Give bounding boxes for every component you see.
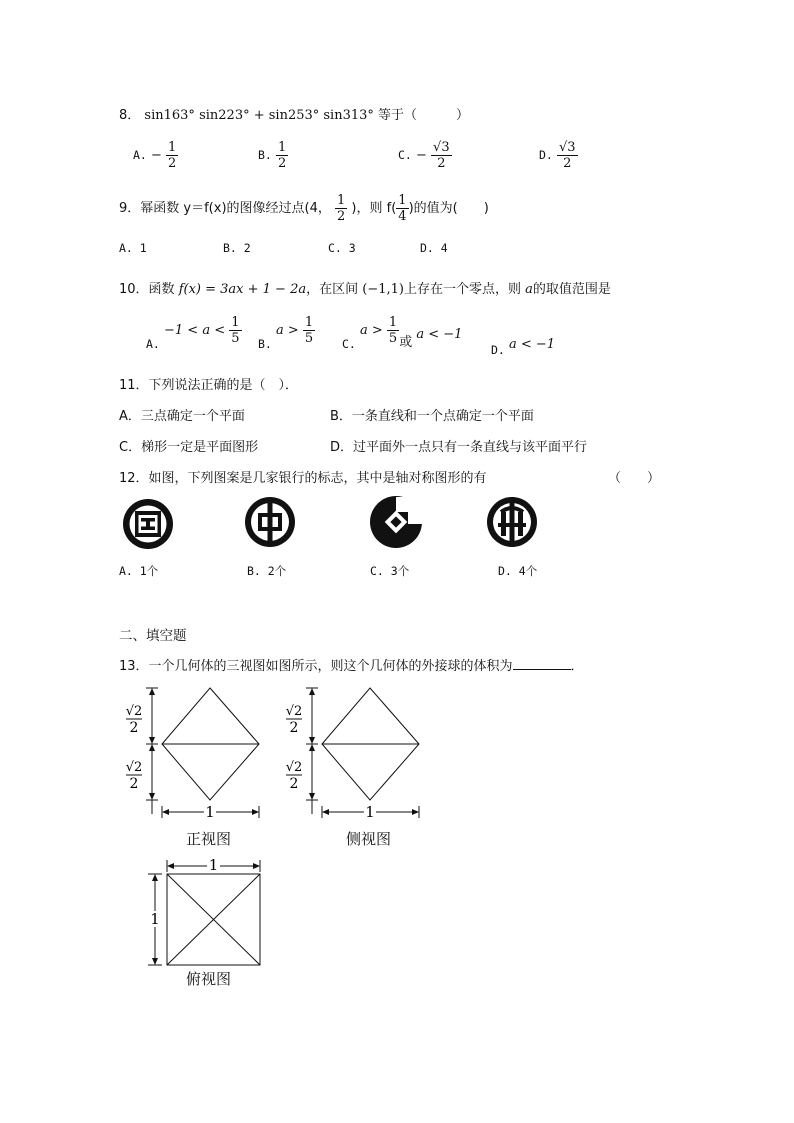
q10-option-c-fraction: $\frac{1}{5}$ bbox=[388, 315, 398, 346]
q10-option-b bbox=[258, 315, 315, 351]
q8-option-c bbox=[398, 140, 452, 171]
q10-option-c-tail: a < −1 bbox=[416, 327, 463, 342]
bank-logo-1-icon bbox=[120, 496, 176, 552]
q9-mid: )，则 f( bbox=[351, 201, 397, 216]
q11-option-b: B．一条直线和一个点确定一个平面 bbox=[330, 409, 534, 424]
top-view-dim-width: 1 bbox=[208, 856, 219, 874]
q10-stem bbox=[119, 278, 611, 297]
q8-option-a-sign: − bbox=[151, 148, 162, 163]
q10-text-2: ，在区间 bbox=[306, 282, 359, 297]
q10-option-c-or: 或 bbox=[399, 335, 413, 350]
q10-option-b-expr: a > bbox=[276, 323, 299, 338]
q8-option-a bbox=[133, 140, 178, 171]
q12-option-a: A. 1个 bbox=[119, 564, 159, 578]
q10-text-4: 的取值范围是 bbox=[532, 282, 611, 297]
q10-option-d bbox=[491, 337, 556, 357]
q8-option-a-label: A. bbox=[133, 148, 147, 162]
q9-option-b: B. 2 bbox=[223, 241, 251, 255]
q13-pre: 13．一个几何体的三视图如图所示，则这个几何体的外接球的体积为 bbox=[119, 659, 513, 674]
side-view-diagram bbox=[278, 684, 428, 824]
front-view-dim-bottom-den: 2 bbox=[129, 776, 139, 792]
q10-option-c bbox=[342, 315, 463, 351]
side-view-dim-top-den: 2 bbox=[289, 720, 299, 736]
bank-logo-2-icon bbox=[242, 494, 298, 550]
q8-option-b-label: B. bbox=[258, 148, 272, 162]
q10-option-a bbox=[146, 315, 242, 351]
q10-text-1: 函数 bbox=[148, 282, 175, 297]
q10-option-a-label: A. bbox=[146, 337, 160, 351]
q9-pre: 9．幂函数 y＝f(x)的图像经过点(4， bbox=[119, 201, 331, 216]
side-view-dim-bottom-den: 2 bbox=[289, 776, 299, 792]
q11-option-c: C．梯形一定是平面图形 bbox=[119, 440, 259, 455]
front-view-caption: 正视图 bbox=[186, 830, 232, 848]
top-view-caption: 俯视图 bbox=[186, 970, 232, 988]
bank-logo-4-icon bbox=[484, 494, 540, 550]
q12-option-c: C. 3个 bbox=[370, 564, 410, 578]
q10-option-b-fraction: $\frac{1}{5}$ bbox=[304, 315, 314, 346]
side-view-caption: 侧视图 bbox=[346, 830, 392, 848]
front-view-dim-bottom-num: √2 bbox=[125, 760, 143, 775]
q10-variable: a bbox=[525, 282, 533, 297]
q8-option-d-fraction: $\frac{√3}{2}$ bbox=[559, 140, 576, 171]
q10-option-b-label: B. bbox=[258, 337, 272, 351]
q12-option-d: D. 4个 bbox=[498, 564, 538, 578]
q8-option-c-sign: − bbox=[416, 148, 427, 163]
side-view-dim-width: 1 bbox=[365, 803, 375, 821]
q8-stem bbox=[119, 104, 469, 123]
q11-option-d: D．过平面外一点只有一条直线与该平面平行 bbox=[330, 440, 588, 455]
q8-number: 8． bbox=[119, 108, 141, 123]
q8-option-d-label: D. bbox=[539, 148, 553, 162]
section-title: 二、填空题 bbox=[119, 628, 187, 644]
q9-arg-fraction: $\frac{1}{4}$ bbox=[398, 193, 407, 224]
q13-post: ． bbox=[570, 659, 584, 674]
q8-option-a-fraction: $\frac{1}{2}$ bbox=[168, 140, 177, 171]
q11-option-a: A．三点确定一个平面 bbox=[119, 409, 245, 424]
q9-option-a: A. 1 bbox=[119, 241, 147, 255]
q9-stem bbox=[119, 193, 489, 224]
q8-option-b bbox=[258, 140, 288, 171]
front-view-dim-top-den: 2 bbox=[129, 720, 139, 736]
q13-answer-blank bbox=[513, 657, 571, 670]
side-view-dim-top-num: √2 bbox=[285, 704, 303, 719]
q8-option-b-fraction: $\frac{1}{2}$ bbox=[278, 140, 287, 171]
q10-number: 10． bbox=[119, 282, 149, 297]
q10-option-c-label: C. bbox=[342, 337, 356, 351]
q8-option-c-fraction: $\frac{√3}{2}$ bbox=[433, 140, 450, 171]
bank-logo-3-icon bbox=[368, 494, 424, 550]
q8-suffix: 等于（ ） bbox=[378, 108, 470, 123]
q12-stem: 12．如图，下列图案是几家银行的标志，其中是轴对称图形的有 bbox=[119, 471, 487, 486]
front-view-dim-width: 1 bbox=[205, 803, 215, 821]
q9-option-d: D. 4 bbox=[420, 241, 448, 255]
q10-option-d-expr: a < −1 bbox=[509, 337, 556, 352]
q10-option-a-fraction: $\frac{1}{5}$ bbox=[231, 315, 240, 346]
q11-stem: 11．下列说法正确的是（ ）． bbox=[119, 378, 299, 393]
q9-option-c: C. 3 bbox=[328, 241, 356, 255]
q10-interval: (−1,1) bbox=[362, 282, 404, 297]
front-view-diagram bbox=[118, 684, 268, 824]
side-view-dim-bottom-num: √2 bbox=[285, 760, 303, 775]
top-view-dim-height: 1 bbox=[150, 910, 160, 928]
q10-option-c-expr: a > bbox=[360, 323, 383, 338]
q8-option-c-label: C. bbox=[398, 148, 412, 162]
q10-function: f(x) = 3ax + 1 − 2a bbox=[178, 282, 307, 297]
q12-paren: （ ） bbox=[608, 471, 661, 486]
q8-option-d bbox=[539, 140, 578, 171]
q9-point-fraction: $\frac{1}{2}$ bbox=[337, 193, 346, 224]
q10-option-a-expr: −1 < a < bbox=[164, 323, 226, 338]
q10-option-d-label: D. bbox=[491, 343, 505, 357]
q13-stem bbox=[119, 655, 584, 674]
q9-post: )的值为( ) bbox=[408, 201, 489, 216]
q10-text-3: 上存在一个零点，则 bbox=[403, 282, 521, 297]
q8-expression: sin163° sin223° + sin253° sin313° bbox=[144, 108, 374, 123]
q12-option-b: B. 2个 bbox=[247, 564, 287, 578]
front-view-dim-top-num: √2 bbox=[125, 704, 143, 719]
top-view-diagram bbox=[140, 856, 270, 968]
